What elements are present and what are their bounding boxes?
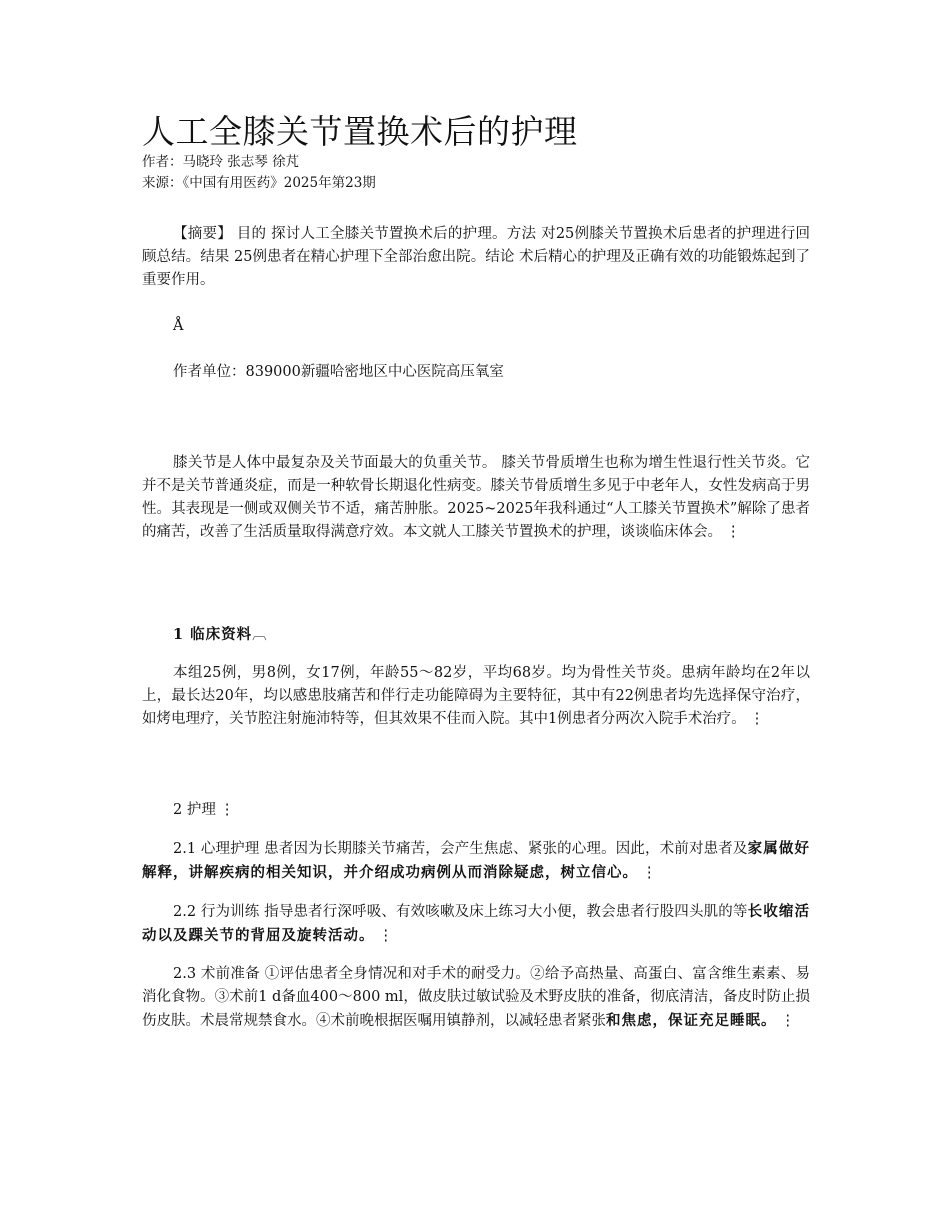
section-1-mark: ︹ <box>252 627 267 643</box>
article-source: 来源：《中国有用医药》2025年第23期 <box>142 175 376 191</box>
section-2-2-paragraph <box>142 900 810 948</box>
section-2-1-bold-text: 家属做好解释，讲解疾病的相关知识，并介绍成功病例从而消除疑虑，树立信心。 <box>142 840 811 881</box>
section-2-3-paragraph <box>142 963 810 1033</box>
stray-glyph: Å <box>173 318 184 334</box>
section-2-3-bold-text: 和焦虑，保证充足睡眠。 <box>606 1012 777 1029</box>
section-2-1-paragraph <box>142 837 810 885</box>
intro-text: 膝关节是人体中最复杂及关节面最大的负重关节。 膝关节骨质增生也称为增生性退行性关节炎。它并不是关节普通炎症，而是一种软骨长期退化性病变。膝关节骨质增生多见于中老年人，女性发病高于男性。其表现是一侧或双侧关节不适，痛苦肿胀。2025~2025年我科通过“人工膝关节置换术”解除了患者的痛苦，改善了生活质量取得满意疗效。本文就人工膝关节置换术的护理，谈谈临床体会。 <box>142 455 810 540</box>
intro-paragraph <box>142 452 810 544</box>
paragraph-end-mark: ⋮ <box>749 711 765 727</box>
affiliation-paragraph: 作者单位：839000新疆哈密地区中心医院高压氧室 <box>173 364 504 380</box>
article-title: 人工全膝关节置换术后的护理 <box>142 112 578 151</box>
article-authors: 作者：马晓玲 张志琴 徐芃 <box>142 154 300 170</box>
section-2-heading-text: 2 护理 <box>173 802 216 818</box>
section-1-paragraph <box>142 662 810 731</box>
section-1-heading-text: 1 临床资料 <box>173 626 253 643</box>
paragraph-end-mark: ⋮ <box>219 802 235 818</box>
section-2-3-text: 2.3 术前准备 ①评估患者全身情况和对手术的耐受力。②给予高热量、高蛋白、富含维生素素、易消化食物。③术前1 d备血400～800 ml，做皮肤过敏试验及术野皮肤的准备，彻底清洁，备皮时防止损伤皮肤。术晨常规禁食水。④术前晚根据医嘱用镇静剂，以减轻患者紧张 <box>142 966 810 1029</box>
section-2-2-bold-text: 长收缩活动以及踝关节的背屈及旋转活动。 <box>142 903 811 944</box>
document-page <box>142 112 810 1033</box>
abstract-paragraph: 【摘要】 目的 探讨人工全膝关节置换术后的护理。方法 对25例膝关节置换术后患者的护理进行回顾总结。结果 25例患者在精心护理下全部治愈出院。结论 术后精心的护理及正确有效的功能锻炼起到了重要作用。 <box>142 226 810 288</box>
paragraph-end-mark: ⋮ <box>642 865 657 881</box>
section-2-1-text: 2.1 心理护理 患者因为长期膝关节痛苦，会产生焦虑、紧张的心理。因此，术前对患者及 <box>173 841 748 857</box>
section-2-2-text: 2.2 行为训练 指导患者行深呼吸、有效咳嗽及床上练习大小便，教会患者行股四头肌的等 <box>173 904 748 920</box>
section-2-heading <box>142 799 810 822</box>
paragraph-end-mark: ⋮ <box>378 928 393 944</box>
paragraph-end-mark: ⋮ <box>780 1013 795 1029</box>
paragraph-end-mark: ⋮ <box>726 524 741 540</box>
section-1-text: 本组25例，男8例，女17例，年龄55～82岁，平均68岁。均为骨性关节炎。患病年龄均在2年以上，最长达20年，均以感患肢痛苦和伴行走功能障碍为主要特征，其中有22例患者均先选择保守治疗，如烤电理疗，关节腔注射施沛特等，但其效果不佳而入院。其中1例患者分两次入院手术治疗。 <box>142 665 810 727</box>
section-1-heading <box>142 623 810 647</box>
